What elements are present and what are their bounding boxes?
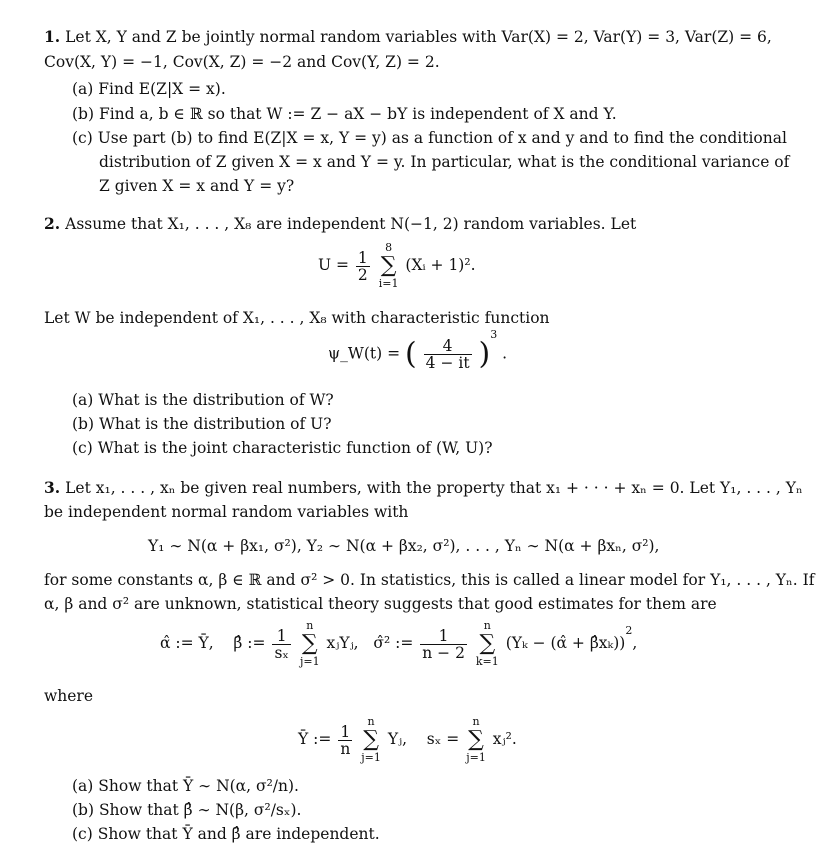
eq-U-sum [379, 242, 399, 290]
p3-eq-defs [298, 716, 517, 764]
eq-U-frac-den: 2 [357, 265, 368, 284]
sigma-symbol: ∑ [479, 631, 496, 656]
p3-text-1: Let x₁, . . . , xₙ be given real numbers, with the property that x₁ + · · · + xₙ = 0. Let Y₁, . . . , Yₙ [65, 479, 803, 497]
sigma-symbol: ∑ [380, 253, 397, 278]
p3-number: 3. [44, 478, 61, 497]
p1-number: 1. [44, 27, 61, 46]
eq-W-fraction [424, 338, 472, 371]
beta-sum-top: n [306, 619, 314, 632]
p3-eq-model: Y₁ ∼ N(α + βx₁, σ²), Y₂ ∼ N(α + βx₂, σ²), . . . , Yₙ ∼ N(α + βxₙ, σ²), [148, 537, 660, 555]
sx-sum [466, 716, 486, 764]
sigma-frac-num: 1 [420, 628, 467, 645]
beta-frac-num: 1 [272, 628, 291, 645]
eq-W-lhs: ψ_W(t) = [328, 344, 401, 363]
sigma-symbol: ∑ [468, 727, 484, 752]
p1-part-b: (b) Find a, b ∈ ℝ so that W := Z − aX − bY is independent of X and Y. [72, 105, 617, 123]
eq-U-sum-top: 8 [385, 241, 393, 254]
p2-text-1: Assume that X₁, . . . , X₈ are independent N(−1, 2) random variables. Let [65, 215, 637, 233]
ybar-frac-num: 1 [338, 724, 352, 741]
eq-U-frac-num: 1 [357, 248, 368, 267]
beta-frac [272, 628, 291, 661]
p2-line1 [44, 214, 636, 234]
beta-frac-den: sₓ [274, 643, 289, 662]
p1-part-c-1: (c) Use part (b) to find E(Z|X = x, Y = y) as a function of x and y and to find the conditional [72, 129, 787, 147]
sigma-tail: , [632, 634, 638, 652]
eq-W-frac-den: 4 − it [425, 354, 470, 372]
p2-part-c: (c) What is the joint characteristic function of (W, U)? [72, 439, 493, 457]
eq-W-frac-num: 4 [424, 338, 472, 355]
p1-text-1: Let X, Y and Z be jointly normal random variables with Var(X) = 2, Var(Y) = 3, Var(Z) = 6, [65, 28, 772, 46]
p2-part-a: (a) What is the distribution of W? [72, 391, 334, 409]
eq-W-power: 3 [490, 328, 498, 342]
p1-line1 [44, 27, 772, 47]
p3-line3: for some constants α, β ∈ ℝ and σ² > 0. In statistics, this is called a linear model for Y₁, . . . , Yₙ. If [44, 571, 815, 589]
eq-U-body: (Xᵢ + 1)². [405, 256, 476, 274]
sx-sum-bot: j=1 [466, 751, 486, 764]
sigma-frac-den: n − 2 [422, 643, 465, 662]
ybar-lhs: Ȳ := [298, 730, 332, 748]
beta-body: xⱼYⱼ, [326, 634, 359, 652]
sx-lhs: sₓ = [426, 730, 460, 748]
alpha-hat: α̂ := Ȳ, [160, 634, 214, 652]
sigma-frac [420, 628, 467, 661]
sigma-symbol: ∑ [301, 631, 318, 656]
paren-open: ( [405, 336, 417, 372]
sigma-sum-bot: k=1 [475, 655, 499, 668]
sigma-power: 2 [625, 623, 633, 637]
ybar-frac [338, 724, 352, 757]
p3-line1 [44, 478, 803, 498]
ybar-body: Yⱼ, [387, 730, 408, 748]
ybar-sum-top: n [367, 715, 375, 728]
sigma-sum [476, 620, 499, 668]
p2-line2: Let W be independent of X₁, . . . , X₈ with characteristic function [44, 309, 550, 327]
p1-line2: Cov(X, Y) = −1, Cov(X, Z) = −2 and Cov(Y, Z) = 2. [44, 53, 440, 71]
eq-U-lhs: U = [318, 256, 349, 274]
sx-body: xⱼ². [492, 730, 517, 748]
sigma-hat-lhs: σ̂² := [373, 634, 414, 652]
p1-part-a: (a) Find E(Z|X = x). [72, 80, 226, 98]
p3-part-c: (c) Show that Ȳ and β̂ are independent. [72, 825, 380, 843]
eq-U-sum-bot: i=1 [378, 277, 399, 290]
sigma-body: (Yₖ − (α̂ + β̂xₖ)) [505, 634, 626, 652]
p3-where: where [44, 687, 94, 705]
ybar-sum-bot: j=1 [361, 751, 381, 764]
p3-line2: be independent normal random variables with [44, 503, 409, 521]
sigma-sum-top: n [483, 619, 491, 632]
p2-part-b: (b) What is the distribution of U? [72, 415, 332, 433]
p3-part-a: (a) Show that Ȳ ∼ N(α, σ²/n). [72, 777, 299, 795]
p2-number: 2. [44, 214, 61, 233]
eq-U-fraction [356, 250, 370, 283]
p3-line4: α, β and σ² are unknown, statistical theory suggests that good estimates for them are [44, 595, 717, 613]
p1-part-c-2: distribution of Z given X = x and Y = y. In particular, what is the conditional variance of [99, 153, 790, 171]
beta-sum [300, 620, 320, 668]
paren-close: ) [478, 336, 491, 372]
ybar-frac-den: n [340, 739, 351, 758]
p1-part-c-3: Z given X = x and Y = y? [99, 177, 295, 195]
p2-eq-U [318, 242, 476, 290]
sigma-symbol: ∑ [363, 727, 379, 752]
eq-W-tail: . [502, 344, 508, 363]
p3-eq-estimates [160, 620, 637, 668]
p2-eq-W [328, 328, 508, 372]
p3-part-b: (b) Show that β̂ ∼ N(β, σ²/sₓ). [72, 801, 302, 819]
beta-hat-lhs: β̂ := [233, 634, 266, 652]
ybar-sum [361, 716, 381, 764]
beta-sum-bot: j=1 [299, 655, 320, 668]
sx-sum-top: n [472, 715, 480, 728]
